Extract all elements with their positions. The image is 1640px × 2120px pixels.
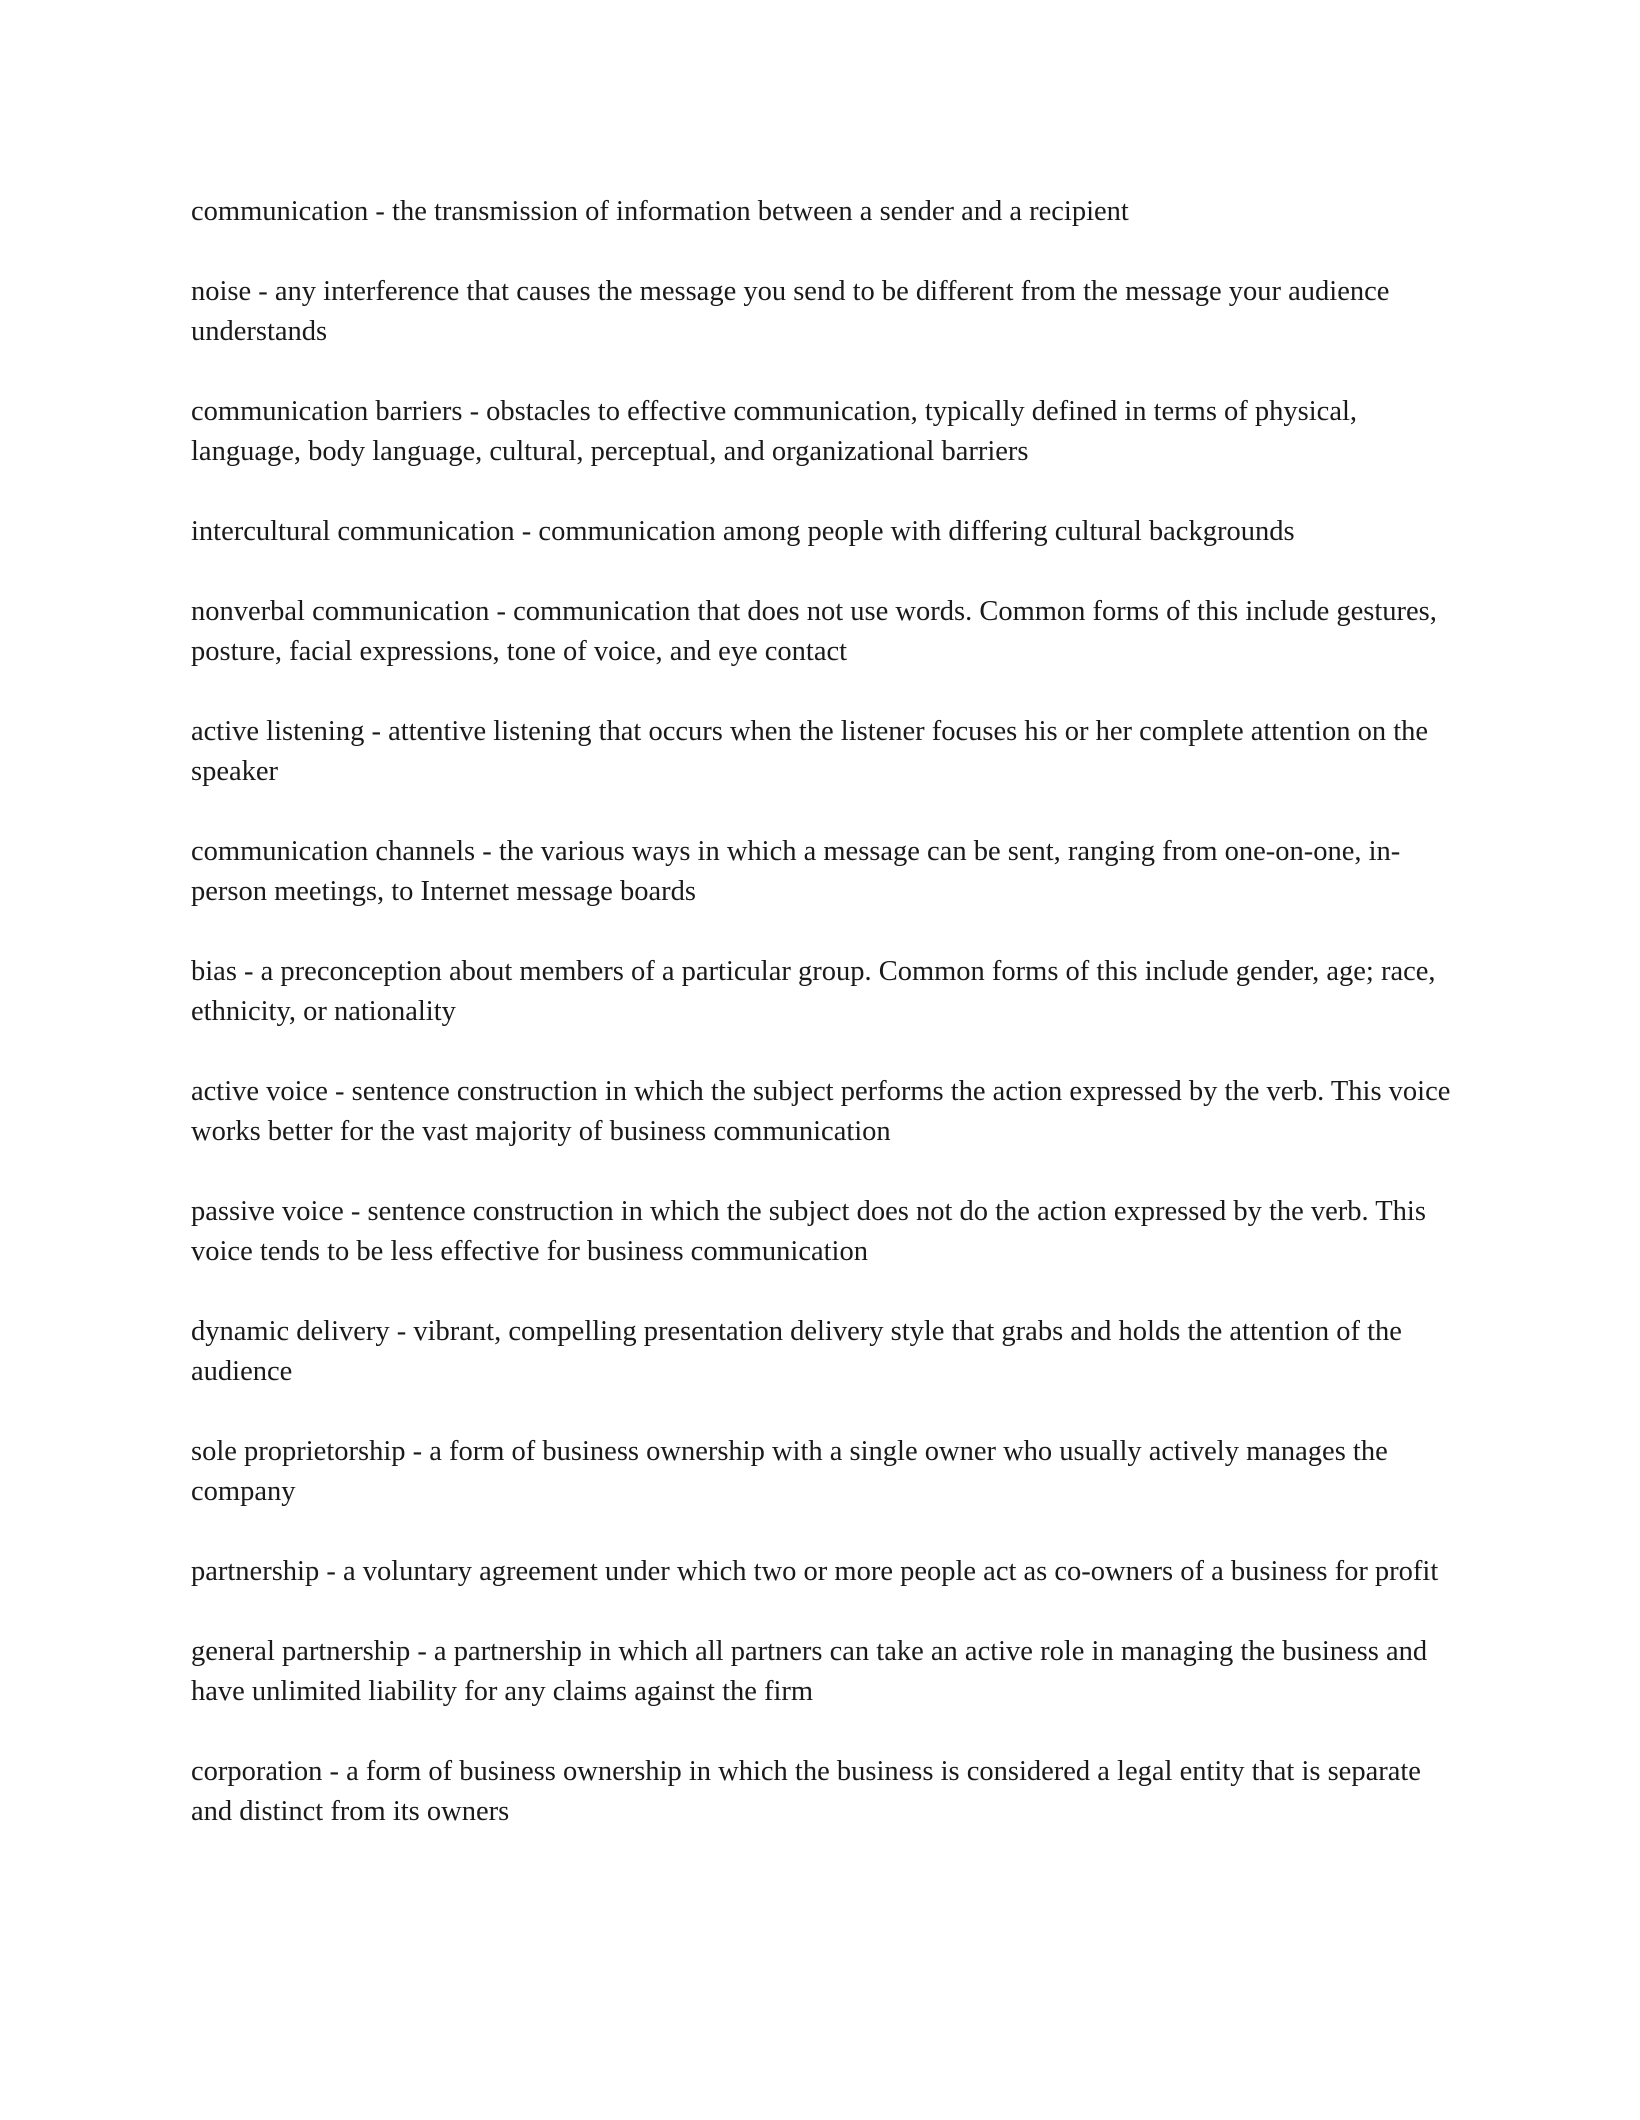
glossary-entry-corporation: corporation - a form of business ownership in which the business is considered a legal entity that is separate and distinct from its owners [191, 1756, 1421, 1827]
glossary-entry-communication-channels: communication channels - the various ways in which a message can be sent, ranging from one-on-one, in-person meetings, to Internet message boards [191, 836, 1401, 907]
glossary-entry-intercultural-communication: intercultural communication - communication among people with differing cultural backgrounds [191, 516, 1295, 547]
glossary-entry-communication: communication - the transmission of information between a sender and a recipient [191, 196, 1129, 227]
glossary-entry-dynamic-delivery: dynamic delivery - vibrant, compelling presentation delivery style that grabs and holds the attention of the audience [191, 1316, 1402, 1387]
glossary-entry-noise: noise - any interference that causes the message you send to be different from the message your audience understands [191, 276, 1390, 347]
glossary-entry-partnership: partnership - a voluntary agreement under which two or more people act as co-owners of a business for profit [191, 1556, 1439, 1587]
glossary-entry-active-listening: active listening - attentive listening that occurs when the listener focuses his or her complete attention on the speaker [191, 716, 1429, 787]
glossary-page [191, 192, 1451, 1872]
glossary-entry-active-voice: active voice - sentence construction in which the subject performs the action expressed by the verb. This voice works better for the vast majority of business communication [191, 1076, 1451, 1147]
glossary-entry-bias: bias - a preconception about members of a particular group. Common forms of this include gender, age; race, ethnicity, or nationality [191, 956, 1436, 1027]
glossary-entry-passive-voice: passive voice - sentence construction in which the subject does not do the action expressed by the verb. This voice tends to be less effective for business communication [191, 1196, 1426, 1267]
glossary-entry-nonverbal-communication: nonverbal communication - communication that does not use words. Common forms of this include gestures, posture, facial expressions, tone of voice, and eye contact [191, 596, 1437, 667]
glossary-entry-general-partnership: general partnership - a partnership in which all partners can take an active role in managing the business and have unlimited liability for any claims against the firm [191, 1636, 1428, 1707]
glossary-entry-communication-barriers: communication barriers - obstacles to effective communication, typically defined in terms of physical, language, body language, cultural, perceptual, and organizational barriers [191, 396, 1358, 467]
glossary-entry-sole-proprietorship: sole proprietorship - a form of business ownership with a single owner who usually actively manages the company [191, 1436, 1388, 1507]
